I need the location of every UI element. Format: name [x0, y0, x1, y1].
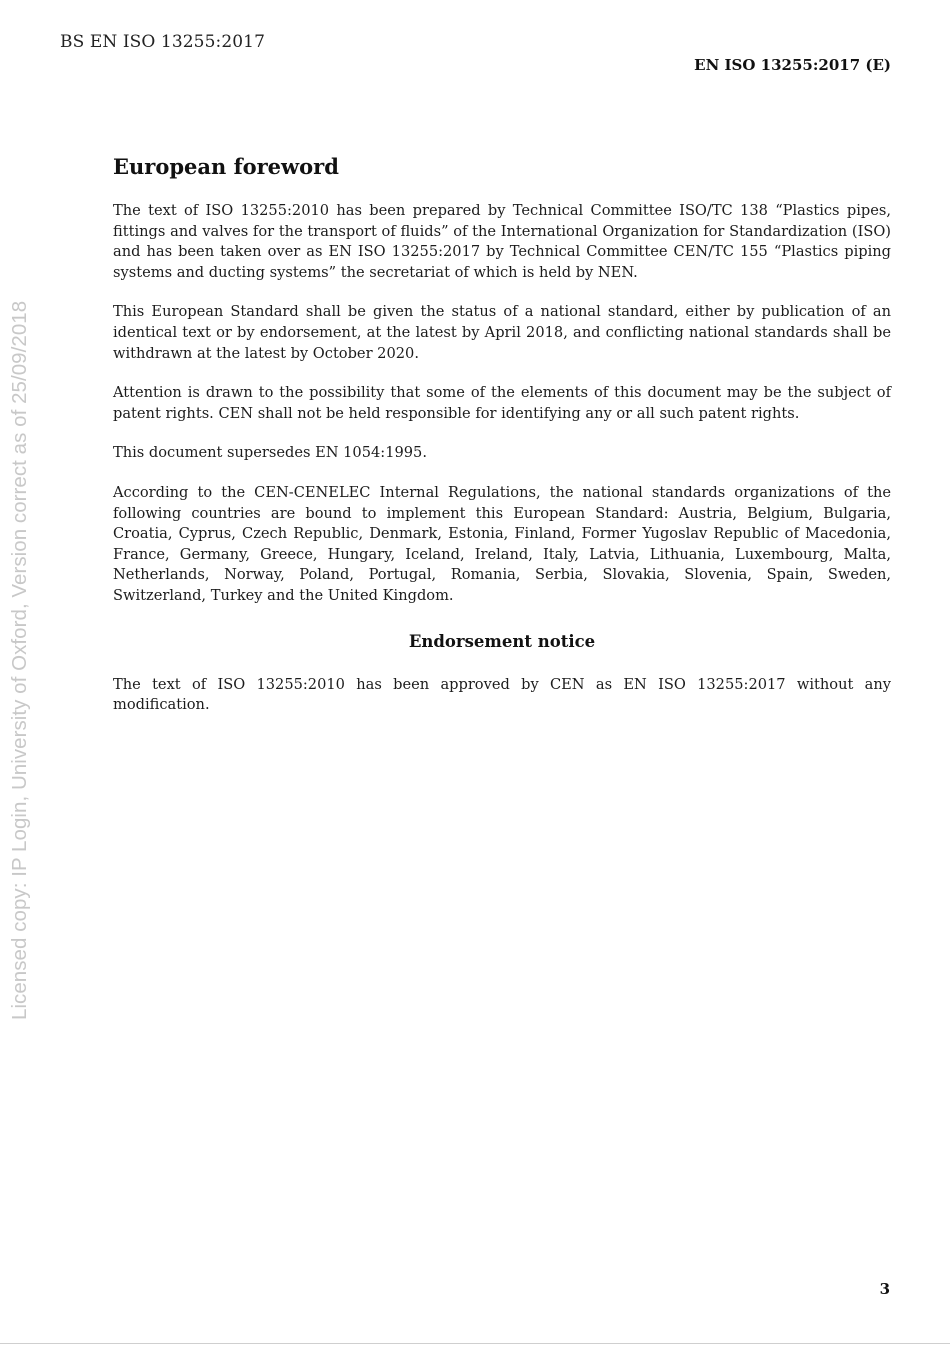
endorsement-text: The text of ISO 13255:2010 has been approved by CEN as EN ISO 13255:2017 without any modification. [113, 675, 891, 714]
main-content [113, 154, 891, 735]
foreword-paragraph: The text of ISO 13255:2010 has been prepared by Technical Committee ISO/TC 138 “Plastics pipes, fittings and valves for the transport of fluids” of the International Organization for Standardization (ISO) and has been taken over as EN ISO 13255:2017 by Technical Committee CEN/TC 155 “Plastics piping systems and ducting systems” the secretariat of which is held by NEN. [113, 202, 891, 281]
foreword-paragraph: This European Standard shall be given the status of a national standard, either by publication of an identical text or by endorsement, at the latest by April 2018, and conflicting national standards shall be withdrawn at the latest by October 2020. [113, 303, 891, 362]
endorsement-notice-heading: Endorsement notice [408, 631, 596, 651]
license-watermark: Licensed copy: IP Login, University of Oxford, Version correct as of 25/09/2018 [8, 300, 31, 1020]
european-foreword-heading: European foreword [113, 154, 339, 179]
page-edge-divider [0, 1343, 950, 1344]
document-id-header: BS EN ISO 13255:2017 [60, 32, 266, 52]
foreword-paragraph: This document supersedes EN 1054:1995. [113, 444, 427, 462]
standard-reference-header: EN ISO 13255:2017 (E) [694, 56, 891, 74]
page-number: 3 [879, 1280, 890, 1298]
foreword-paragraph: According to the CEN-CENELEC Internal Regulations, the national standards organizations of the following countries are bound to implement this European Standard: Austria, Belgium, Bulgaria, Croatia, Cyprus, Czech Republic, Denmark, Estonia, Finland, Former Yugoslav Republic of Macedonia, France, Germany, Greece, Hungary, Iceland, Ireland, Italy, Latvia, Lithuania, Luxembourg, Malta, Netherlands, Norway, Poland, Portugal, Romania, Serbia, Slovakia, Slovenia, Spain, Sweden, Switzerland, Turkey and the United Kingdom. [113, 483, 891, 604]
foreword-paragraph: Attention is drawn to the possibility that some of the elements of this document may be the subject of patent rights. CEN shall not be held responsible for identifying any or all such patent rights. [113, 384, 891, 422]
